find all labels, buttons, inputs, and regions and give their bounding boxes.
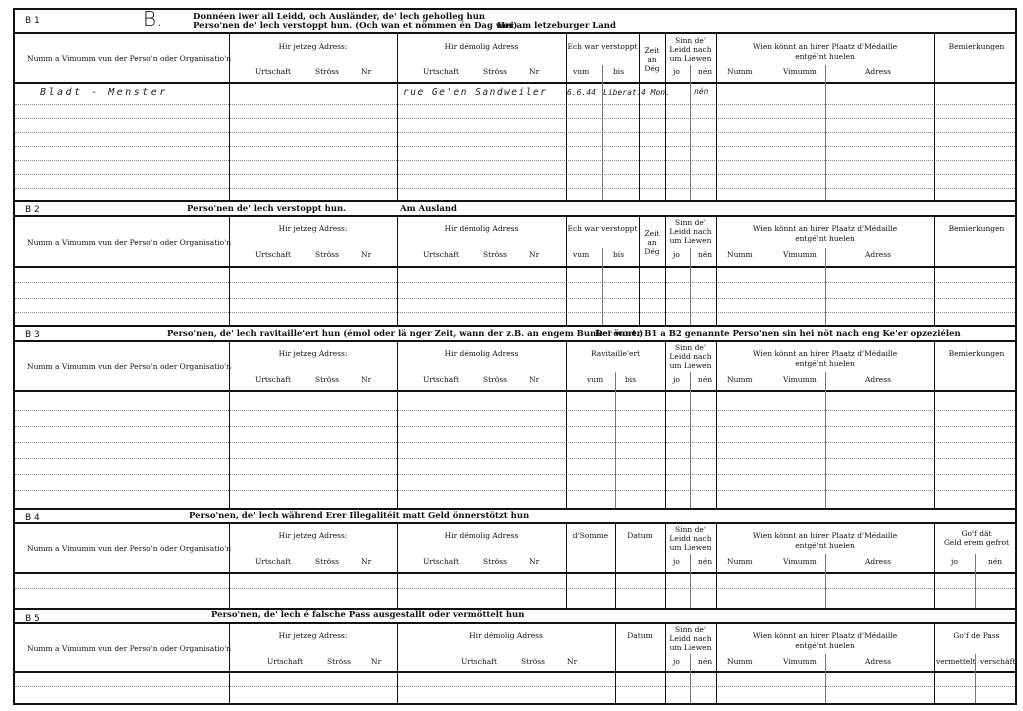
col-medal: entgé'nt huelen <box>795 541 855 550</box>
col-nr: Nr <box>361 557 372 566</box>
section-title: Perso'nen, de' lech während Erer Illegalitéit matt Geld önnerstötzt hun <box>189 511 530 521</box>
col-street: Ströss <box>483 67 507 76</box>
entry-from: 6.6.44 <box>567 88 596 97</box>
col-pass-delivered: verschäft <box>980 657 1016 666</box>
col-name: Numm a Vimumm vun der Perso'n oder Organisatio'n <box>27 362 232 371</box>
col-until: bis <box>613 250 625 259</box>
col-locality: Urtschaft <box>423 557 460 566</box>
section-id: B 3 <box>25 330 40 340</box>
col-name: Numm a Vimumm vun der Perso'n oder Organisatio'n <box>27 54 232 63</box>
col-old-address: Hir démolig Adress <box>444 531 519 540</box>
col-medal-address: Adress <box>865 250 891 259</box>
col-nr: Nr <box>361 375 372 384</box>
section-id: B 2 <box>25 205 40 215</box>
col-locality: Urtschaft <box>423 250 460 259</box>
col-medal-name: Numm <box>727 657 753 666</box>
section-subtitle-2: Hei am letzeburger Land <box>497 21 616 31</box>
col-medal: entgé'nt huelen <box>795 234 855 243</box>
col-street: Ströss <box>483 250 507 259</box>
col-remarks: Bemierkungen <box>948 349 1005 358</box>
col-medal-name: Numm <box>727 375 753 384</box>
entry-old-address: rue Ge'en Sandweiler <box>403 87 548 98</box>
col-refund: Go'f dät <box>961 529 992 538</box>
col-medal-firstname: Vimumm <box>783 67 817 76</box>
section-b5 <box>15 608 1015 705</box>
col-time: Dég <box>644 247 660 256</box>
col-medal: entgé'nt huelen <box>795 359 855 368</box>
col-yes: jo <box>673 67 680 76</box>
col-until: bis <box>613 67 625 76</box>
section-id: B 4 <box>25 513 40 523</box>
col-time: an <box>647 238 657 247</box>
entry-name: Bladt - Menster <box>40 87 168 98</box>
col-medal-address: Adress <box>865 657 891 666</box>
col-locality: Urtschaft <box>255 250 292 259</box>
col-hidden: Ech war verstoppt <box>567 42 638 51</box>
section-b3 <box>15 326 1015 510</box>
col-locality: Urtschaft <box>255 375 292 384</box>
section-title: Perso'nen, de' lech ravitaille'ert hun (émol oder lä nger Zeit, wann der z.B. an engem Bunker wort.) <box>167 329 644 339</box>
col-medal: Wien könnt an hirer Plaatz d'Médaille <box>752 42 898 51</box>
col-no: nén <box>698 67 713 76</box>
col-nr: Nr <box>371 657 382 666</box>
col-suffered: Leidd nach <box>669 352 712 361</box>
col-old-address: Hir démolig Adress <box>444 224 519 233</box>
col-suffered: Sinn de' <box>675 525 706 534</box>
col-refund-no: nén <box>988 557 1003 566</box>
col-medal: Wien könnt an hirer Plaatz d'Médaille <box>752 631 898 640</box>
col-medal: Wien könnt an hirer Plaatz d'Médaille <box>752 349 898 358</box>
col-medal-name: Numm <box>727 67 753 76</box>
col-time: Dég <box>644 64 660 73</box>
col-suffered: um Liewen <box>669 361 712 370</box>
col-suffered: Leidd nach <box>669 45 712 54</box>
col-no: nén <box>698 375 713 384</box>
col-from: vum <box>573 250 590 259</box>
col-medal-firstname: Vimumm <box>783 250 817 259</box>
col-yes: jo <box>673 657 680 666</box>
col-medal-firstname: Vimumm <box>783 657 817 666</box>
col-pass-issued: vermettelt <box>936 657 976 666</box>
col-suffered: Sinn de' <box>675 343 706 352</box>
col-nr: Nr <box>361 67 372 76</box>
col-nr: Nr <box>361 250 372 259</box>
col-yes: jo <box>673 375 680 384</box>
col-yes: jo <box>673 250 680 259</box>
col-suffered: um Liewen <box>669 236 712 245</box>
col-name: Numm a Vimumm vun der Perso'n oder Organisatio'n <box>27 644 232 653</box>
col-medal: entgé'nt huelen <box>795 52 855 61</box>
col-medal: Wien könnt an hirer Plaatz d'Médaille <box>752 224 898 233</box>
col-refund-yes: jo <box>951 557 958 566</box>
form-letter: B. <box>143 7 163 31</box>
col-medal-name: Numm <box>727 557 753 566</box>
col-current-address: Hir jetzeg Adress: <box>278 224 348 233</box>
col-street: Ströss <box>315 375 339 384</box>
col-medal: entgé'nt huelen <box>795 641 855 650</box>
col-locality: Urtschaft <box>423 375 460 384</box>
col-old-address: Hir démolig Adress <box>469 631 543 640</box>
col-suffered: um Liewen <box>669 543 712 552</box>
col-no: nén <box>698 250 713 259</box>
col-yes: jo <box>673 557 680 566</box>
col-hidden: Ech war verstoppt <box>567 224 638 233</box>
col-time: Zeit <box>644 229 660 238</box>
col-medal-address: Adress <box>865 67 891 76</box>
section-id: B 1 <box>25 16 40 26</box>
col-pass: Go'f de Pass <box>953 631 1000 640</box>
section-b2 <box>15 202 1015 326</box>
col-medal-address: Adress <box>865 375 891 384</box>
col-nr: Nr <box>529 67 540 76</box>
col-suffered: um Liewen <box>669 643 712 652</box>
col-suffered: Sinn de' <box>675 36 706 45</box>
col-suffered: um Liewen <box>669 54 712 63</box>
col-from: vum <box>573 67 590 76</box>
col-medal-address: Adress <box>865 557 891 566</box>
section-id: B 5 <box>25 614 40 624</box>
col-medal-name: Numm <box>727 250 753 259</box>
col-from: vum <box>587 375 604 384</box>
col-date: Datum <box>627 631 653 640</box>
col-suffered: Leidd nach <box>669 534 712 543</box>
col-old-address: Hir démolig Adress <box>444 349 519 358</box>
col-time: Zeit <box>644 46 660 55</box>
col-locality: Urtschaft <box>461 657 498 666</box>
section-title: Donnéen iwer all Leidd, och Ausländer, de' lech geholleg hun <box>193 12 486 22</box>
col-current-address: Hir jetzeg Adress: <box>278 631 348 640</box>
col-name: Numm a Vimumm vun der Perso'n oder Organisatio'n <box>27 544 232 553</box>
col-no: nén <box>698 657 713 666</box>
col-street: Ströss <box>315 250 339 259</box>
entry-no: nén <box>694 87 709 96</box>
col-no: nén <box>698 557 713 566</box>
col-refund: Geld erem gefrot <box>943 538 1010 547</box>
col-street: Ströss <box>483 375 507 384</box>
col-street: Ströss <box>483 557 507 566</box>
col-current-address: Hir jetzeg Adress: <box>278 42 348 51</box>
col-medal: Wien könnt an hirer Plaatz d'Médaille <box>752 531 898 540</box>
col-remarks: Bemierkungen <box>948 224 1005 233</box>
col-current-address: Hir jetzeg Adress: <box>278 349 348 358</box>
section-subtitle: De' önner B1 a B2 genannte Perso'nen sin hei nöt nach eng Ke'er opzeziélen <box>595 329 961 339</box>
col-sum: d'Somme <box>572 531 609 540</box>
col-suffered: Leidd nach <box>669 634 712 643</box>
col-nr: Nr <box>567 657 578 666</box>
section-title: Perso'nen, de' lech é falsche Pass ausgestallt oder vermöttelt hun <box>211 610 525 620</box>
col-current-address: Hir jetzeg Adress: <box>278 531 348 540</box>
section-subtitle: Perso'nen de' lech verstoppt hun. (Och wan et nömmen én Dag wor) <box>193 21 518 31</box>
col-locality: Urtschaft <box>423 67 460 76</box>
col-date: Datum <box>627 531 653 540</box>
col-street: Ströss <box>315 67 339 76</box>
section-b1 <box>15 7 1015 202</box>
section-subtitle: Am Ausland <box>400 204 457 214</box>
col-remarks: Bemierkungen <box>948 42 1005 51</box>
col-time: an <box>647 55 657 64</box>
col-street: Ströss <box>521 657 545 666</box>
col-street: Ströss <box>327 657 351 666</box>
col-supplied: Ravitaille'ert <box>590 349 641 358</box>
col-suffered: Sinn de' <box>675 218 706 227</box>
col-nr: Nr <box>529 250 540 259</box>
col-medal-firstname: Vimumm <box>783 375 817 384</box>
entry-until: Liberat. <box>603 88 642 97</box>
col-name: Numm a Vimumm vun der Perso'n oder Organisatio'n <box>27 238 232 247</box>
section-title: Perso'nen de' lech verstoppt hun. <box>187 204 347 214</box>
col-suffered: Sinn de' <box>675 625 706 634</box>
col-until: bis <box>625 375 637 384</box>
col-locality: Urtschaft <box>267 657 304 666</box>
col-street: Ströss <box>315 557 339 566</box>
col-locality: Urtschaft <box>255 67 292 76</box>
col-old-address: Hir démolig Adress <box>444 42 519 51</box>
col-locality: Urtschaft <box>255 557 292 566</box>
col-nr: Nr <box>529 375 540 384</box>
entry-days: 4 Mon. <box>641 88 670 97</box>
form-sheet <box>13 8 1017 705</box>
section-b4 <box>15 508 1015 610</box>
col-suffered: Leidd nach <box>669 227 712 236</box>
col-nr: Nr <box>529 557 540 566</box>
col-medal-firstname: Vimumm <box>783 557 817 566</box>
